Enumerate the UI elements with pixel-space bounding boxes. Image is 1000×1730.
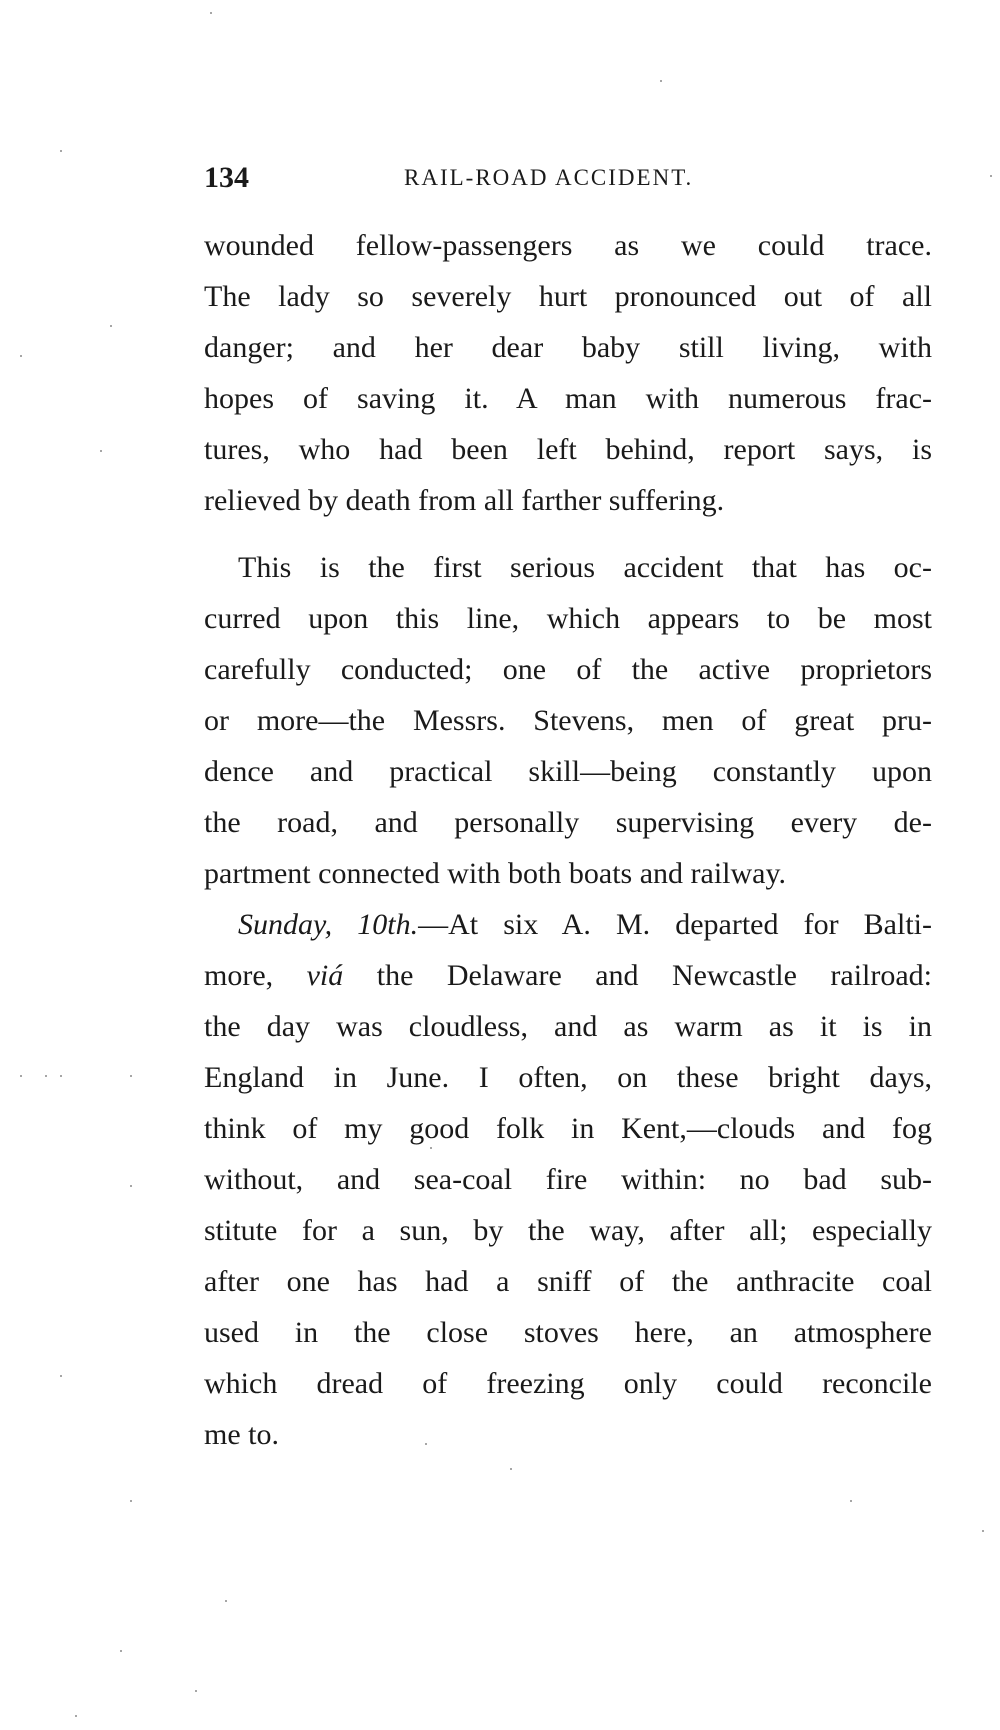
text-line: after one has had a sniff of the anthracite coal xyxy=(204,1265,932,1298)
text-line: which dread of freezing only could reconcile xyxy=(204,1367,932,1400)
scan-speck xyxy=(195,1690,197,1692)
text-line: me to. xyxy=(204,1418,279,1451)
text-line: without, and sea-coal fire within: no bad sub- xyxy=(204,1163,932,1196)
text-line: carefully conducted; one of the active proprietors xyxy=(204,653,932,686)
text-line: think of my good folk in Kent,—clouds and fog xyxy=(204,1112,932,1145)
italic-via: viá xyxy=(306,959,344,992)
text-line: the day was cloudless, and as warm as it is in xyxy=(204,1010,932,1043)
scan-speck xyxy=(510,1468,512,1470)
text-line: The lady so severely hurt pronounced out of all xyxy=(204,280,932,313)
paragraph-gap xyxy=(204,526,932,542)
page-number: 134 xyxy=(204,161,249,194)
scan-speck xyxy=(45,1075,47,1077)
line-rest: —At six A. M. departed for Balti- xyxy=(418,908,932,941)
scan-speck xyxy=(210,12,212,14)
text-line: curred upon this line, which appears to be most xyxy=(204,602,932,635)
text-line: dence and practical skill—being constantly upon xyxy=(204,755,932,788)
scan-speck xyxy=(430,1147,432,1149)
scan-speck xyxy=(982,1530,984,1532)
text-line: stitute for a sun, by the way, after all; especially xyxy=(204,1214,932,1247)
scan-speck xyxy=(425,1443,427,1445)
scan-speck xyxy=(60,1375,62,1377)
scan-speck xyxy=(130,1075,132,1077)
text-line: partment connected with both boats and railway. xyxy=(204,857,787,890)
text-line: This is the first serious accident that has oc- xyxy=(238,551,932,584)
scan-speck xyxy=(20,355,22,357)
text-line-via xyxy=(204,950,932,1001)
scan-speck xyxy=(110,325,112,327)
text-line: hopes of saving it. A man with numerous frac- xyxy=(204,382,932,415)
text-line: used in the close stoves here, an atmosphere xyxy=(204,1316,932,1349)
running-title: RAIL-ROAD ACCIDENT. xyxy=(404,165,694,190)
line-start: more, xyxy=(204,959,274,992)
text-line: England in June. I often, on these bright days, xyxy=(204,1061,932,1094)
text-line: tures, who had been left behind, report says, is xyxy=(204,433,932,466)
line-rest: the Delaware and Newcastle railroad: xyxy=(376,959,933,992)
scan-speck xyxy=(75,1715,77,1717)
scan-speck xyxy=(100,450,102,452)
scan-speck xyxy=(120,1650,122,1652)
scan-speck xyxy=(850,1500,852,1502)
running-head xyxy=(204,158,932,198)
scan-speck xyxy=(60,150,62,152)
text-line: danger; and her dear baby still living, with xyxy=(204,331,932,364)
italic-day: Sunday, xyxy=(238,908,333,941)
scan-speck xyxy=(225,1600,227,1602)
scan-speck xyxy=(990,175,992,177)
text-line-dated xyxy=(204,899,932,950)
scan-speck xyxy=(130,1185,132,1187)
scan-speck xyxy=(660,80,662,82)
scan-speck xyxy=(130,1500,132,1502)
text-line: wounded fellow-passengers as we could trace. xyxy=(204,229,932,262)
text-line: or more—the Messrs. Stevens, men of great pru- xyxy=(204,704,932,737)
text-line: relieved by death from all farther suffering. xyxy=(204,484,725,517)
body-text xyxy=(204,220,932,1460)
italic-date: 10th. xyxy=(357,908,419,941)
text-line: the road, and personally supervising every de- xyxy=(204,806,932,839)
scan-speck xyxy=(20,1075,22,1077)
scan-speck xyxy=(60,1075,62,1077)
